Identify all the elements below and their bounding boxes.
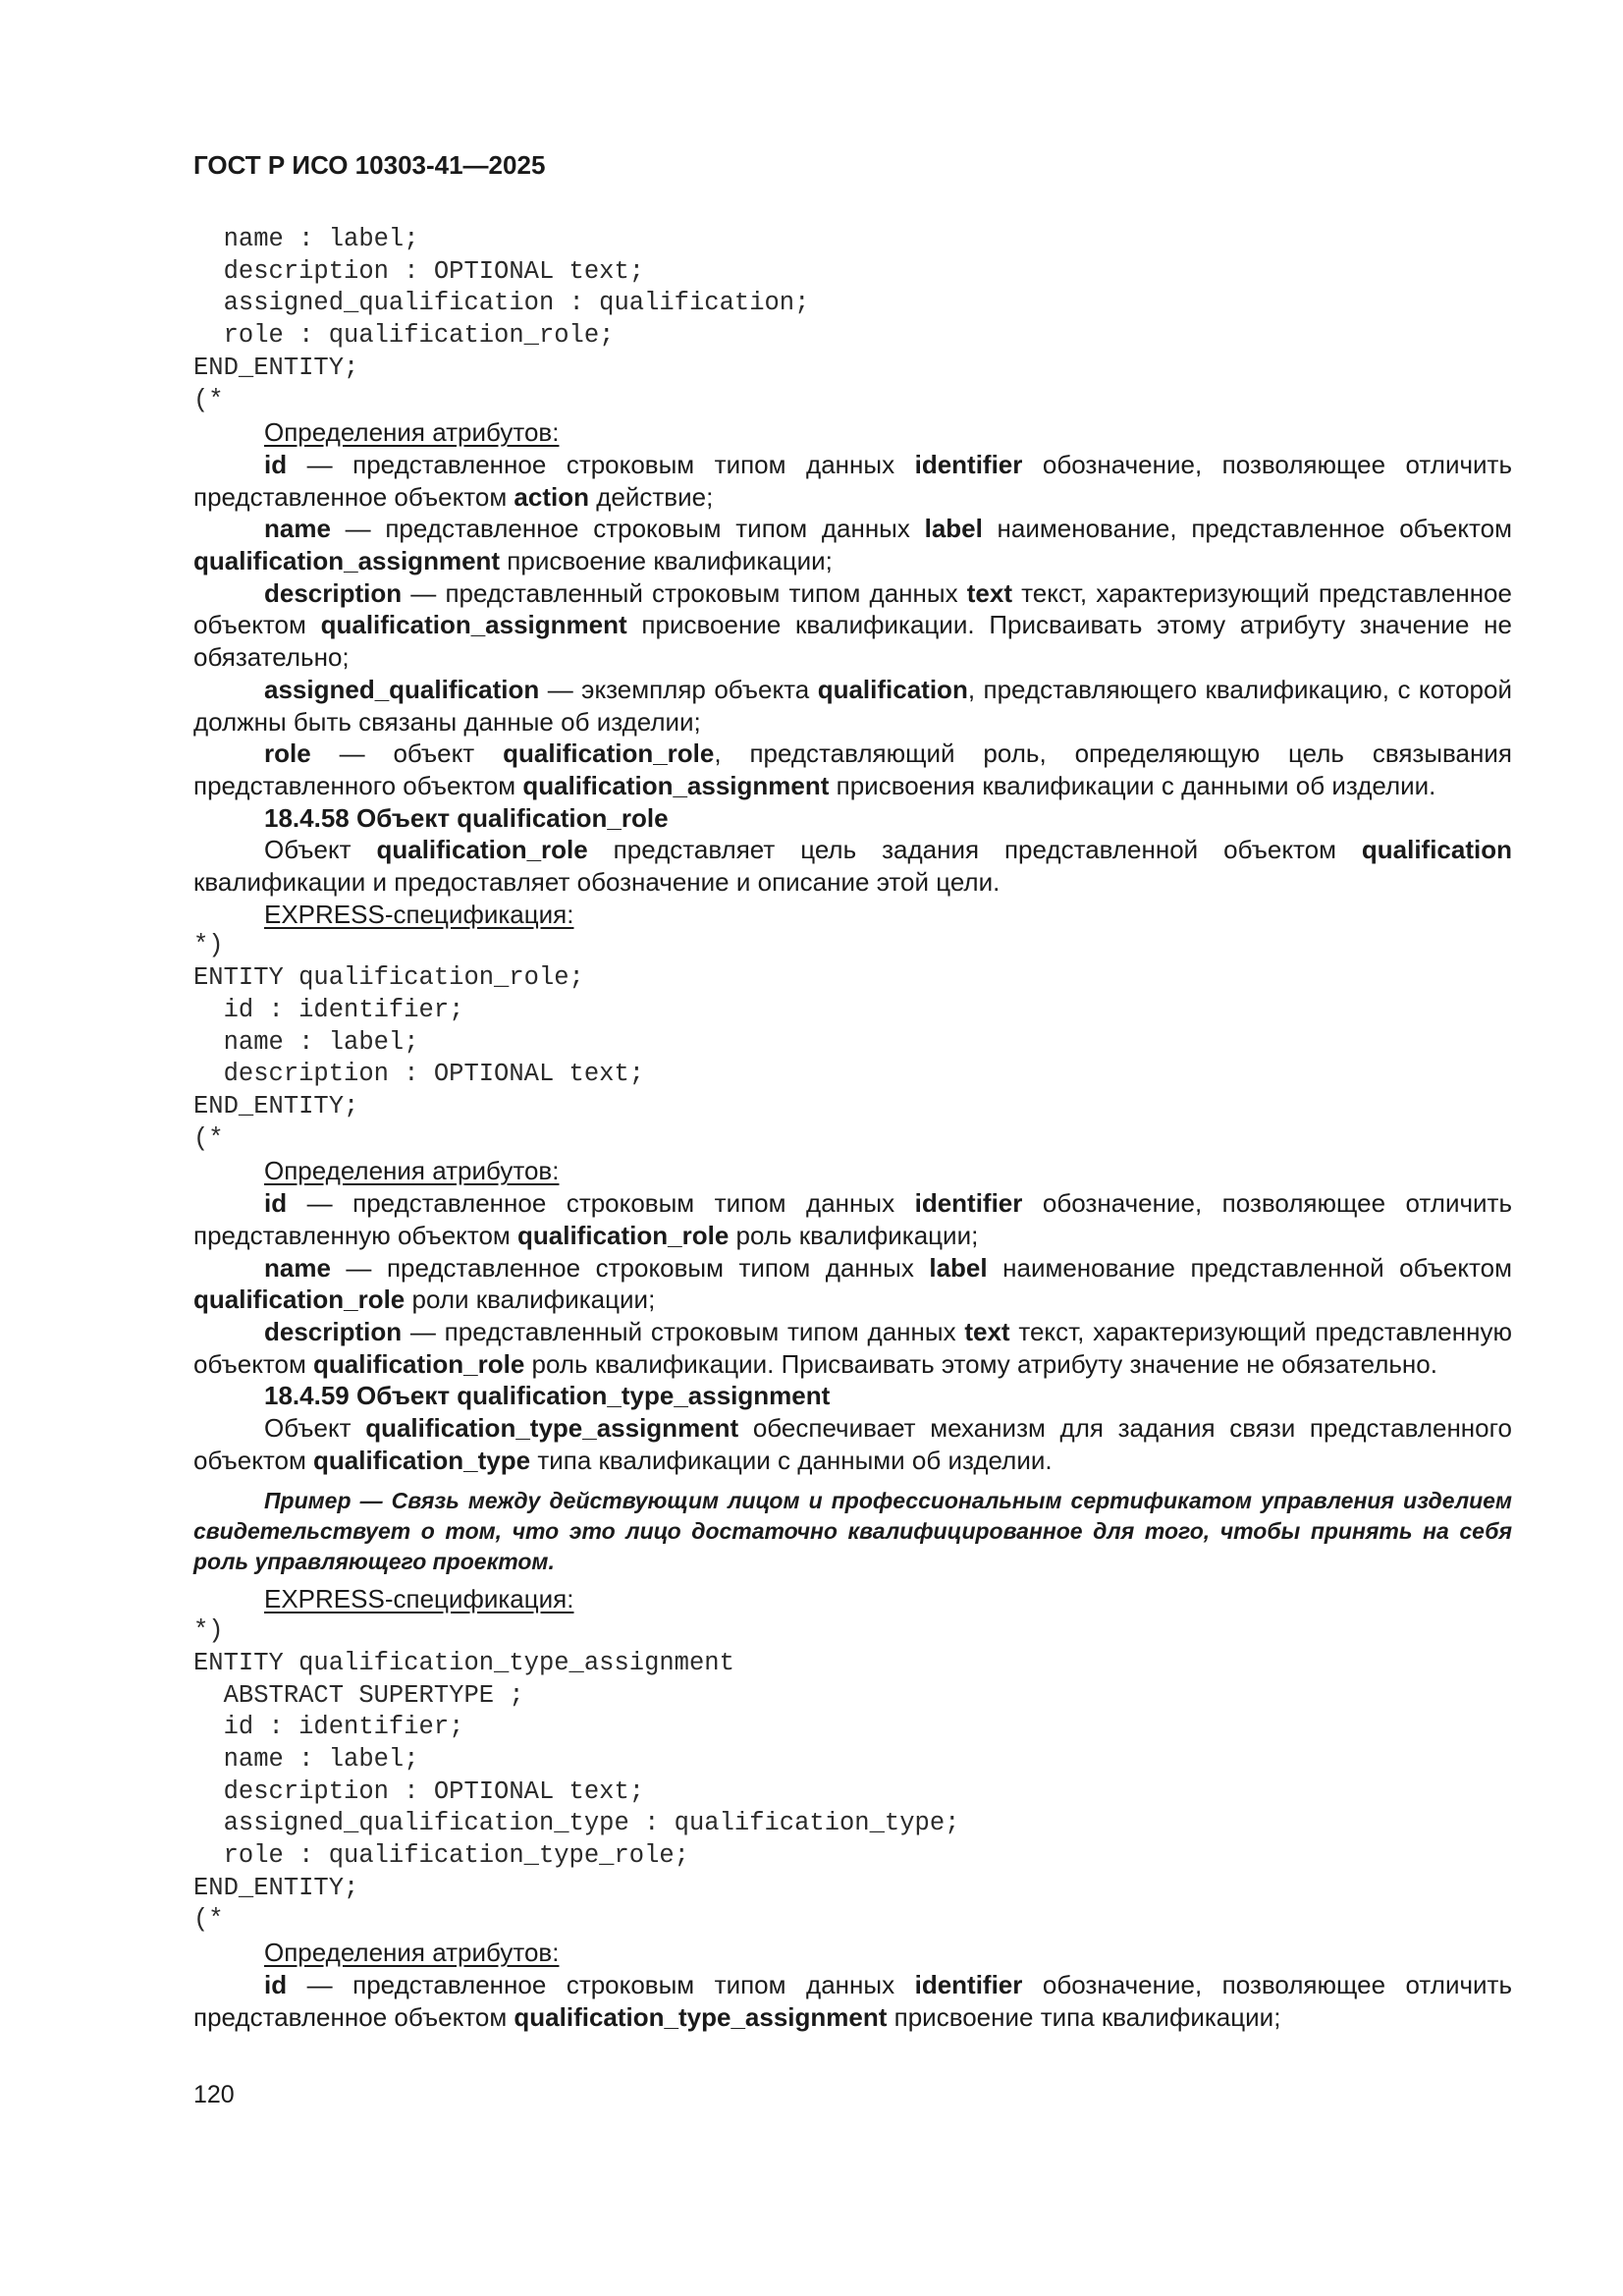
- section-58-intro: Объект qualification_role представляет цель задания представленной объектом qualification квалификации и предоставляет обозначение и описание этой цели.: [193, 835, 1512, 898]
- attr-def-description-2: description — представленный строковым типом данных text текст, характеризующий представленную объектом qualification_role роль квалификации. Присваивать этому атрибуту значение не обязательно.: [193, 1316, 1512, 1379]
- express-code-block-1: name : label; description : OPTIONAL text; assigned_qualification : qualification; role : qualification_role; END_ENTITY; (*: [193, 225, 810, 414]
- attribute-definitions-label: Определения атрибутов:: [264, 417, 560, 448]
- section-heading-18-4-58: 18.4.58 Объект qualification_role: [264, 802, 669, 833]
- attr-def-id-1: id — представленное строковым типом данных identifier обозначение, позволяющее отличить представленное объектом action действие;: [193, 449, 1512, 512]
- example-note: Пример — Связь между действующим лицом и профессиональным сертификатом управления изделием свидетельствует о том, что это лицо достаточно квалифицированное для того, чтобы принять на себя роль управляющего проектом.: [193, 1488, 1512, 1575]
- attr-def-id-2: id — представленное строковым типом данных identifier обозначение, позволяющее отличить представленную объектом qualification_role роль квалификации;: [193, 1188, 1512, 1250]
- attr-def-assigned-qualification: assigned_qualification — экземпляр объекта qualification, представляющего квалификацию, с которой должны быть связаны данные об изделии;: [193, 674, 1512, 737]
- express-code-block-2: *) ENTITY qualification_role; id : identifier; name : label; description : OPTIONAL text; END_ENTITY; (*: [193, 931, 645, 1153]
- express-spec-label-2: EXPRESS-спецификация:: [264, 1584, 574, 1614]
- express-code-block-3: *) ENTITY qualification_type_assignment ABSTRACT SUPERTYPE ; id : identifier; name : label; description : OPTIONAL text; assigned_qualification_type : qualification_type; role : qualification_type_role; END_ENTITY; (*: [193, 1616, 960, 1935]
- section-heading-18-4-59: 18.4.59 Объект qualification_type_assignment: [264, 1381, 831, 1411]
- attribute-definitions-label-2: Определения атрибутов:: [264, 1156, 560, 1186]
- attr-def-id-3: id — представленное строковым типом данных identifier обозначение, позволяющее отличить представленное объектом qualification_type_assignment присвоение типа квалификации;: [193, 1969, 1512, 2032]
- document-header: ГОСТ Р ИСО 10303-41—2025: [193, 150, 546, 180]
- attr-def-description-1: description — представленный строковым типом данных text текст, характеризующий представленное объектом qualification_assignment присвоение квалификации. Присваивать этому атрибуту значение не обязательно;: [193, 577, 1512, 673]
- attribute-definitions-label-3: Определения атрибутов:: [264, 1938, 560, 1968]
- express-spec-label-1: EXPRESS-спецификация:: [264, 899, 574, 929]
- attr-def-name-2: name — представленное строковым типом данных label наименование представленной объектом qualification_role роли квалификации;: [193, 1252, 1512, 1315]
- document-body: [193, 224, 1512, 2033]
- attr-def-role-1: role — объект qualification_role, представляющий роль, определяющую цель связывания представленного объектом qualification_assignment присвоения квалификации с данными об изделии.: [193, 738, 1512, 800]
- page-number: 120: [193, 2081, 235, 2108]
- attr-def-name-1: name — представленное строковым типом данных label наименование, представленное объектом qualification_assignment присвоение квалификации;: [193, 514, 1513, 576]
- section-59-intro: Объект qualification_type_assignment обеспечивает механизм для задания связи представленного объектом qualification_type типа квалификации с данными об изделии.: [193, 1413, 1512, 1475]
